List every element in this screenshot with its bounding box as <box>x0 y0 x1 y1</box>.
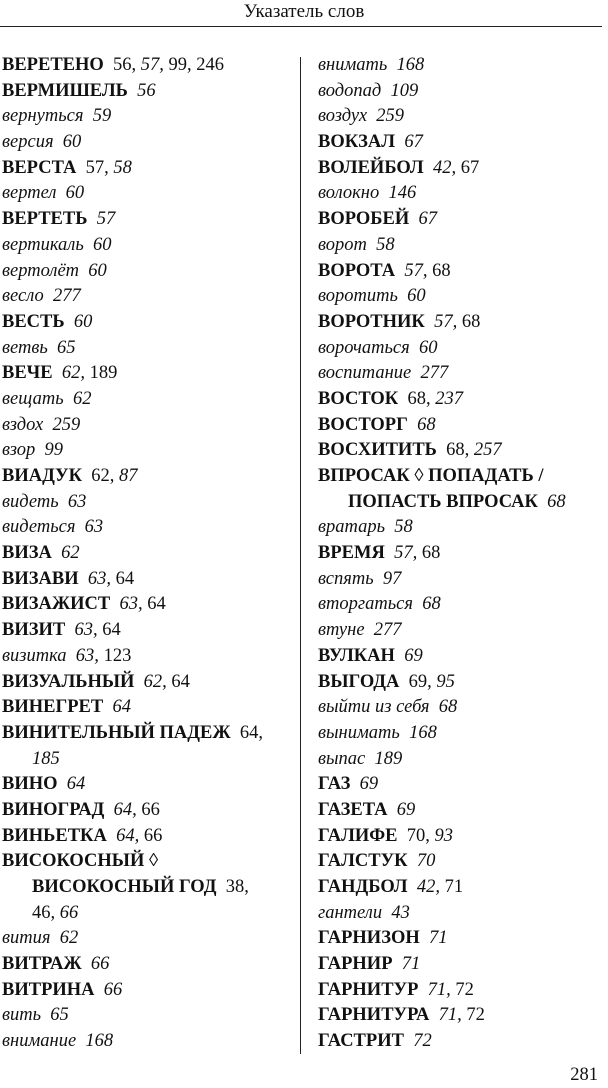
entry-word: ворочаться 60 <box>318 337 438 358</box>
entry-word: вернуться 59 <box>2 106 112 127</box>
page-ref-italic: 71 <box>419 928 448 949</box>
entry-word: внимание 168 <box>2 1031 114 1052</box>
index-entry <box>318 1029 602 1055</box>
entry-headword: ВПРОСАК ◊ ПОПАДАТЬ / <box>318 466 544 486</box>
index-entry <box>2 79 292 105</box>
index-entry <box>318 233 602 259</box>
entry-word: воротить 60 <box>318 286 426 307</box>
page-ref-italic: 257 <box>473 440 502 461</box>
page-ref-italic: 87 <box>119 466 138 486</box>
index-entry <box>318 310 602 336</box>
index-entry <box>2 644 292 670</box>
entry-headword: ВИЗАВИ <box>2 568 79 589</box>
entry-headword: ВИСОКОСНЫЙ ГОД <box>32 877 217 897</box>
index-entry <box>318 644 602 670</box>
index-entry <box>2 284 292 310</box>
page-ref-italic: 69 <box>394 645 423 666</box>
entry-headword: ВЫГОДА <box>318 671 400 692</box>
page-ref-italic: 60 <box>64 311 93 332</box>
header-rule <box>0 26 602 27</box>
index-entry <box>318 541 602 567</box>
page-ref-italic: 93 <box>434 825 454 846</box>
index-entry <box>2 592 292 618</box>
page-ref-italic: 71, <box>429 1005 462 1026</box>
page-ref: 66 <box>136 799 160 820</box>
index-entry <box>2 53 292 79</box>
page-ref: 57, <box>76 157 114 178</box>
page-ref-italic: 57 <box>87 209 116 230</box>
entry-headword: ГАНДБОЛ <box>318 877 408 897</box>
entry-word: воспитание 277 <box>318 363 449 384</box>
index-entry <box>2 875 292 901</box>
entry-word: ворот 58 <box>318 234 395 255</box>
entry-headword: ВИСОКОСНЫЙ ◊ <box>2 851 159 872</box>
entry-headword: ВИНИТЕЛЬНЫЙ ПАДЕЖ <box>2 722 231 743</box>
page-ref-italic: 62, <box>134 671 167 692</box>
page-ref-italic: 63, <box>65 620 98 641</box>
entry-headword: ВИНЕГРЕТ <box>2 697 104 718</box>
entry-headword: ВОСХИТИТЬ <box>318 440 437 461</box>
index-entry <box>2 361 292 387</box>
entry-headword: ВИТРАЖ <box>2 954 82 975</box>
index-entry <box>318 259 602 285</box>
index-entry <box>318 130 602 156</box>
entry-word: видеться 63 <box>2 517 104 538</box>
entry-headword: ВИНОГРАД <box>2 799 105 820</box>
index-entry <box>318 515 602 541</box>
index-entry <box>2 747 292 773</box>
page-ref: 64 <box>166 671 190 692</box>
entry-word: вертикаль 60 <box>2 234 112 255</box>
page-ref-italic: 71 <box>392 954 421 975</box>
page-ref-italic: 57, <box>424 311 458 332</box>
running-header: Указатель слов <box>243 1 365 22</box>
page-ref-italic: 57, <box>384 543 418 564</box>
entry-headword: ВЕЧЕ <box>2 363 53 384</box>
entry-word: видеть 63 <box>2 491 87 512</box>
index-entry <box>2 798 292 824</box>
page-ref: 68, <box>436 440 474 461</box>
index-entry <box>318 361 602 387</box>
entry-word: вертолёт 60 <box>2 260 107 281</box>
entry-word: вить 65 <box>2 1005 69 1026</box>
index-entry <box>318 747 602 773</box>
page-ref: 64, <box>230 722 264 743</box>
index-entry <box>2 130 292 156</box>
index-entry <box>2 181 292 207</box>
entry-headword: ВЕРТЕТЬ <box>2 209 88 230</box>
page-ref: 99, 246 <box>163 55 225 75</box>
index-entry <box>2 515 292 541</box>
entry-headword: ВОЛЕЙБОЛ <box>318 157 424 178</box>
page-ref-italic: 57, <box>395 260 428 281</box>
index-entry <box>318 901 602 927</box>
entry-headword: ВИАДУК <box>2 466 83 486</box>
page-ref-italic: 64 <box>57 774 86 795</box>
page-ref-italic: 64 <box>103 697 131 718</box>
index-entry <box>318 721 602 747</box>
index-entry <box>318 952 602 978</box>
index-column-left <box>2 53 292 1055</box>
page-ref: 38, <box>216 877 249 897</box>
page-ref-italic: 71, <box>418 979 451 1000</box>
page-ref-italic: 70 <box>407 851 436 872</box>
entry-word: вития 62 <box>2 928 79 949</box>
index-entry <box>318 464 602 490</box>
entry-headword: ВОСТОРГ <box>318 414 408 435</box>
page-ref-italic: 185 <box>32 748 60 769</box>
index-entry <box>2 336 292 362</box>
index-entry <box>2 387 292 413</box>
entry-headword: ВЕРМИШЕЛЬ <box>2 80 128 101</box>
entry-headword: ГАРНИР <box>318 954 393 975</box>
entry-headword: ВРЕМЯ <box>318 543 385 564</box>
page-ref-italic: 56 <box>127 80 156 101</box>
index-entry <box>318 618 602 644</box>
index-entry <box>2 207 292 233</box>
index-entry <box>318 592 602 618</box>
index-entry <box>2 567 292 593</box>
page-ref-italic: 66 <box>59 902 79 923</box>
page-ref-italic: 68 <box>407 414 436 435</box>
index-entry <box>2 438 292 464</box>
index-entry <box>2 695 292 721</box>
entry-word: вторгаться 68 <box>318 594 441 615</box>
page-ref-italic: 237 <box>435 388 463 409</box>
index-entry <box>2 618 292 644</box>
page-ref-italic: 66 <box>81 954 110 975</box>
index-entry <box>318 438 602 464</box>
index-entry <box>2 824 292 850</box>
page-ref-italic: 72 <box>403 1031 432 1052</box>
index-entry <box>2 259 292 285</box>
entry-word: вратарь 58 <box>318 517 413 538</box>
entry-headword: ГАЗ <box>318 774 351 795</box>
page-ref: 189 <box>84 363 118 384</box>
page-ref-italic: 69 <box>387 799 416 820</box>
entry-word: водопад 109 <box>318 80 419 101</box>
column-divider <box>300 57 301 1054</box>
index-entry <box>2 978 292 1004</box>
index-entry <box>318 413 602 439</box>
index-entry <box>318 1003 602 1029</box>
page-ref: 68 <box>457 311 481 332</box>
entry-word: волокно 146 <box>318 183 417 204</box>
index-entry <box>318 79 602 105</box>
entry-word: вертел 60 <box>2 183 85 204</box>
page-ref: 62, <box>82 466 120 486</box>
index-entry <box>318 798 602 824</box>
page-ref: 123 <box>98 645 132 666</box>
index-entry <box>318 490 602 516</box>
entry-word: взор 99 <box>2 440 64 461</box>
entry-word: гантели 43 <box>318 902 410 923</box>
page-ref-italic: 63, <box>110 594 143 615</box>
index-entry <box>318 156 602 182</box>
index-entry <box>2 670 292 696</box>
page-ref: 69, <box>399 671 437 692</box>
page-ref-italic: 64, <box>106 825 140 846</box>
page-ref-italic: 58 <box>113 157 132 178</box>
index-entry <box>318 926 602 952</box>
index-entry <box>318 772 602 798</box>
entry-headword: ГАРНИЗОН <box>318 928 420 949</box>
index-entry <box>2 541 292 567</box>
page-ref: 64 <box>142 594 166 615</box>
index-entry <box>318 978 602 1004</box>
entry-headword: ВУЛКАН <box>318 645 395 666</box>
index-entry <box>318 53 602 79</box>
entry-headword: ВЕРЕТЕНО <box>2 55 104 75</box>
index-entry <box>2 310 292 336</box>
index-entry <box>318 567 602 593</box>
entry-word: ветвь 65 <box>2 337 76 358</box>
entry-word: вспять 97 <box>318 568 402 589</box>
index-entry <box>2 1029 292 1055</box>
index-entry <box>2 413 292 439</box>
page-ref: 72 <box>461 1005 485 1026</box>
index-entry <box>318 824 602 850</box>
index-entry <box>318 284 602 310</box>
page-ref: 66 <box>139 825 163 846</box>
page-ref: 68 <box>427 260 451 281</box>
index-entry <box>2 901 292 927</box>
page-ref-italic: 42, <box>407 877 440 897</box>
entry-headword: ВОКЗАЛ <box>318 132 396 153</box>
page-ref: 56, <box>103 55 141 75</box>
index-entry <box>318 181 602 207</box>
page-ref-italic: 95 <box>436 671 455 692</box>
entry-headword: ГАЗЕТА <box>318 799 388 820</box>
entry-headword: ВИНО <box>2 774 58 795</box>
entry-word: вещать 62 <box>2 388 92 409</box>
entry-headword: ВИЗУАЛЬНЫЙ <box>2 671 135 692</box>
entry-word: втуне 277 <box>318 620 402 641</box>
entry-headword: ВИНЬЕТКА <box>2 825 107 846</box>
entry-word: вздох 259 <box>2 414 81 435</box>
index-entry <box>318 387 602 413</box>
page-ref: 46, <box>32 902 60 923</box>
index-entry <box>2 233 292 259</box>
page-ref-italic: 69 <box>350 774 379 795</box>
entry-headword: ВОРОБЕЙ <box>318 209 410 230</box>
index-entry <box>2 490 292 516</box>
page-ref-italic: 66 <box>94 979 123 1000</box>
entry-headword: ПОПАСТЬ ВПРОСАК <box>348 491 538 512</box>
page-ref-italic: 67 <box>395 132 423 153</box>
index-entry <box>2 156 292 182</box>
entry-headword: ГАЛИФЕ <box>318 825 398 846</box>
entry-word: весло 277 <box>2 286 81 307</box>
entry-word: воздух 259 <box>318 106 405 127</box>
entry-word: внимать 168 <box>318 55 425 75</box>
entry-headword: ВОСТОК <box>318 388 399 409</box>
entry-word: выйти из себя 68 <box>318 697 458 718</box>
entry-word: визитка 63, <box>2 645 99 666</box>
page-ref-italic: 63, <box>78 568 111 589</box>
page-ref-italic: 42, <box>423 157 457 178</box>
index-entry <box>2 772 292 798</box>
entry-word: выпас 189 <box>318 748 403 769</box>
entry-headword: ВИЗИТ <box>2 620 66 641</box>
page-ref-italic: 57, <box>140 55 164 75</box>
page-ref: 68 <box>417 543 441 564</box>
page-ref-italic: 68 <box>537 491 566 512</box>
page-ref-italic: 62, <box>52 363 85 384</box>
entry-headword: ГАЛСТУК <box>318 851 408 872</box>
index-entry <box>2 721 292 747</box>
entry-headword: ГАСТРИТ <box>318 1031 404 1052</box>
entry-word: вынимать 168 <box>318 722 437 743</box>
index-entry <box>2 104 292 130</box>
index-entry <box>318 695 602 721</box>
index-entry <box>2 849 292 875</box>
page-ref: 71 <box>439 877 464 897</box>
page-ref: 67 <box>456 157 480 178</box>
entry-headword: ВИЗАЖИСТ <box>2 594 111 615</box>
page-ref: 64 <box>97 620 121 641</box>
entry-headword: ВЕСТЬ <box>2 311 65 332</box>
index-entry <box>318 875 602 901</box>
page-ref: 72 <box>450 979 474 1000</box>
entry-headword: ВИТРИНА <box>2 979 95 1000</box>
entry-headword: ВЕРСТА <box>2 157 77 178</box>
index-entry <box>318 670 602 696</box>
index-column-right <box>318 53 602 1055</box>
page-ref: 68, <box>398 388 436 409</box>
entry-headword: ВОРОТНИК <box>318 311 425 332</box>
entry-headword: ГАРНИТУРА <box>318 1005 430 1026</box>
index-entry <box>318 336 602 362</box>
page-ref-italic: 67 <box>409 209 438 230</box>
index-entry <box>2 464 292 490</box>
entry-word: версия 60 <box>2 132 82 153</box>
page-number: 281 <box>570 1065 598 1085</box>
page-ref: 70, <box>397 825 435 846</box>
page-ref-italic: 64, <box>104 799 137 820</box>
entry-headword: ВОРОТА <box>318 260 396 281</box>
entry-headword: ГАРНИТУР <box>318 979 419 1000</box>
page-ref: 64 <box>110 568 135 589</box>
index-entry <box>318 207 602 233</box>
index-entry <box>2 952 292 978</box>
entry-headword: ВИЗА <box>2 543 52 564</box>
index-entry <box>2 926 292 952</box>
page-ref-italic: 62 <box>51 543 80 564</box>
index-entry <box>318 849 602 875</box>
index-entry <box>318 104 602 130</box>
index-entry <box>2 1003 292 1029</box>
